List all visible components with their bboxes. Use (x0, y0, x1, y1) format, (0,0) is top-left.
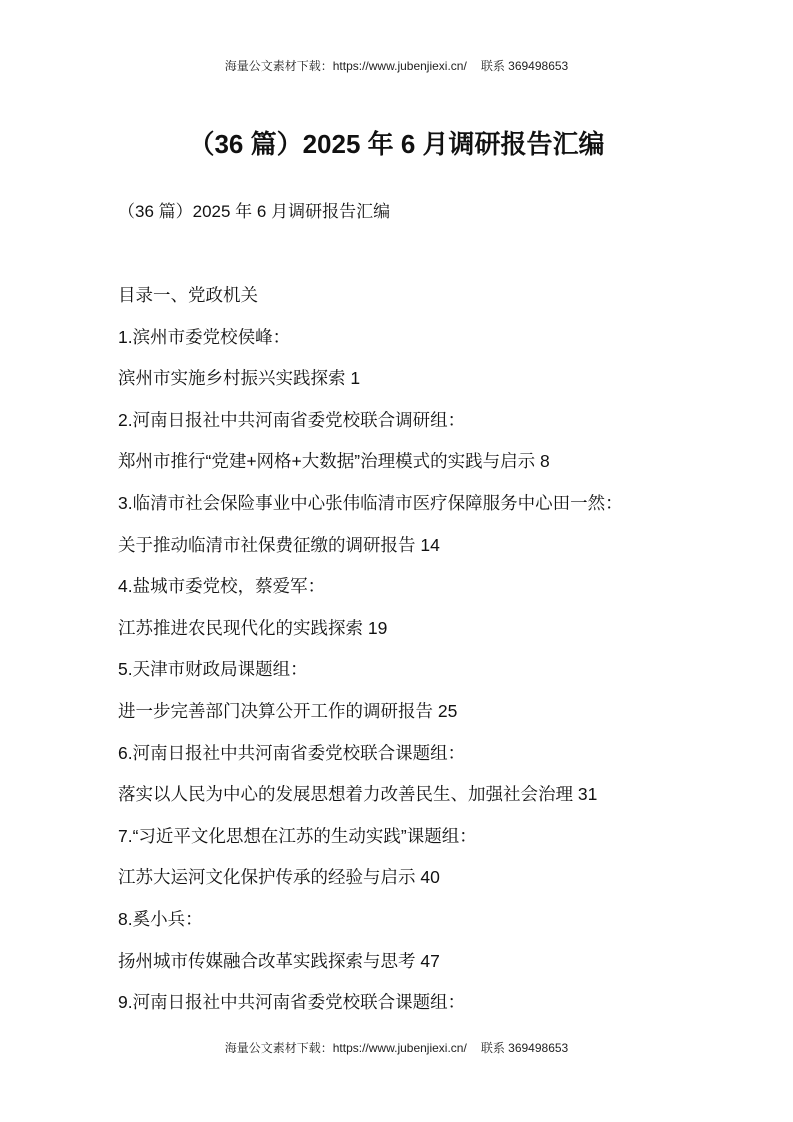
toc-author-line: 4.盐城市委党校，蔡爱军： (118, 576, 326, 597)
toc-author-line: 9.河南日报社中共河南省委党校联合课题组： (118, 992, 466, 1013)
table-of-contents (118, 275, 758, 1024)
toc-entry-line: 郑州市推行“党建+网格+大数据”治理模式的实践与启示 8 (118, 451, 550, 472)
toc-section-heading: 目录一、党政机关 (118, 285, 258, 305)
footer-contact-text: 联系 369498653 (480, 1041, 569, 1055)
header-contact-text: 联系 369498653 (480, 59, 569, 73)
header-source-text: 海量公文素材下载：https://www.jubenjiexi.cn/ (224, 59, 467, 73)
page-header (0, 58, 793, 74)
document-subtitle: （36 篇）2025 年 6 月调研报告汇编 (118, 202, 391, 221)
toc-author-line: 6.河南日报社中共河南省委党校联合课题组： (118, 742, 466, 763)
footer-source-text: 海量公文素材下载：https://www.jubenjiexi.cn/ (224, 1041, 467, 1055)
toc-author-line: 7.“习近平文化思想在江苏的生动实践”课题组： (118, 825, 477, 846)
toc-entry-line: 江苏大运河文化保护传承的经验与启示 40 (118, 867, 440, 888)
toc-entry-line: 进一步完善部门决算公开工作的调研报告 25 (118, 700, 458, 721)
toc-author-line: 5.天津市财政局课题组： (118, 659, 308, 680)
toc-author-line: 1.滨州市委党校侯峰： (118, 326, 291, 347)
toc-entry-line: 滨州市实施乡村振兴实践探索 1 (118, 368, 361, 389)
toc-entry-line: 江苏推进农民现代化的实践探索 19 (118, 617, 388, 638)
toc-entry-line: 关于推动临清市社保费征缴的调研报告 14 (118, 534, 440, 555)
toc-author-line: 2.河南日报社中共河南省委党校联合调研组： (118, 409, 466, 430)
document-title: （36 篇）2025 年 6 月调研报告汇编 (188, 129, 605, 159)
page-footer (0, 1040, 793, 1056)
toc-entry-line: 扬州城市传媒融合改革实践探索与思考 47 (118, 950, 440, 971)
toc-entry-line: 落实以人民为中心的发展思想着力改善民生、加强社会治理 31 (118, 784, 598, 805)
toc-author-line: 3.临清市社会保险事业中心张伟临清市医疗保障服务中心田一然： (118, 492, 623, 513)
toc-author-line: 8.奚小兵： (118, 908, 203, 929)
